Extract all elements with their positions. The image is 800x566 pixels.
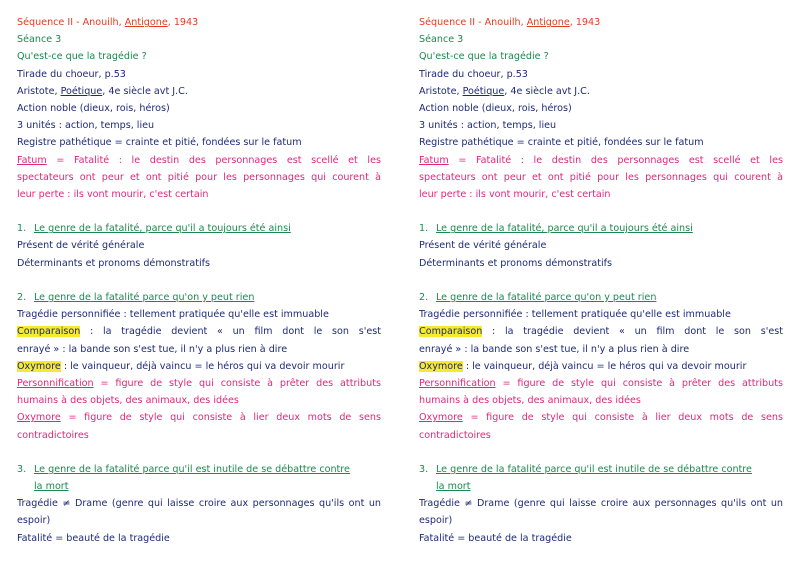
oxymore-line: Oxymore : le vainqueur, déjà vaincu = le héros qui va devoir mourir	[17, 360, 345, 372]
seance-line: Séance 3	[419, 34, 464, 46]
part2-heading: 2. Le genre de la fatalité parce qu'on y peut rien	[419, 292, 657, 303]
action-line: Action noble (dieux, rois, héros)	[17, 102, 170, 114]
part3-line-2: Fatalité = beauté de la tragédie	[419, 532, 572, 544]
poetique-title: Poétique	[60, 85, 103, 97]
part1-line-1: Présent de vérité générale	[17, 240, 145, 252]
fatum-definition-line-1: Fatum = Fatalité : le destin des personnages est scellé et les	[419, 154, 783, 166]
question-line: Qu'est-ce que la tragédie ?	[419, 51, 549, 63]
left-column	[17, 14, 381, 547]
sequence-line	[17, 14, 381, 31]
unites-line: 3 unités : action, temps, lieu	[419, 120, 557, 132]
oxymore-definition-line-2: contradictoires	[17, 429, 89, 441]
sequence-line	[419, 14, 783, 31]
part3-heading-continued: la mort	[436, 481, 471, 493]
part3-heading: 3. Le genre de la fatalité parce qu'il est inutile de se débattre contre	[17, 463, 350, 475]
aristote-line: Aristote, Poétique, 4e siècle avt J.C.	[17, 85, 188, 97]
fatum-definition-line-1: Fatum = Fatalité : le destin des personnages est scellé et les	[17, 154, 381, 166]
oxymore-definition-line-1: Oxymore = figure de style qui consiste à lier deux mots de sens	[17, 412, 381, 424]
registre-line: Registre pathétique = crainte et pitié, fondées sur le fatum	[17, 137, 302, 149]
fatum-term: Fatum	[419, 154, 449, 166]
part3-heading-continued: la mort	[34, 481, 69, 493]
fatum-definition-line-3: leur perte : ils vont mourir, c'est certain	[17, 188, 209, 200]
part3-line-1-continued: espoir)	[17, 515, 51, 527]
tirade-line: Tirade du choeur, p.53	[17, 68, 126, 80]
personnification-definition-line-2: humains à des objets, des animaux, des idées	[17, 395, 239, 407]
seance-line: Séance 3	[17, 34, 62, 46]
poetique-title: Poétique	[462, 85, 505, 97]
oxymore-highlight: Oxymore	[17, 360, 61, 372]
comparaison-highlight: Comparaison	[17, 326, 81, 338]
part3-heading: 3. Le genre de la fatalité parce qu'il est inutile de se débattre contre	[419, 463, 752, 475]
work-title: Antigone	[124, 17, 168, 28]
comparaison-highlight: Comparaison	[419, 326, 483, 338]
part1-line-2: Déterminants et pronoms démonstratifs	[17, 257, 211, 269]
personnification-definition-line-1: Personnification = figure de style qui consiste à prêter des attributs	[419, 377, 783, 389]
oxymore-highlight: Oxymore	[419, 360, 463, 372]
work-title: Antigone	[526, 17, 570, 28]
registre-line: Registre pathétique = crainte et pitié, fondées sur le fatum	[419, 137, 704, 149]
oxymore-definition-line-2: contradictoires	[419, 429, 491, 441]
part2-line-1: Tragédie personnifiée : tellement pratiquée qu'elle est immuable	[419, 309, 731, 321]
sequence-year: , 1943	[569, 17, 601, 28]
fatum-definition-line-2: spectateurs ont peur et ont pitié pour les personnages qui courent à	[17, 171, 381, 183]
sequence-label: Séquence II - Anouilh,	[17, 17, 125, 28]
question-line: Qu'est-ce que la tragédie ?	[17, 51, 147, 63]
oxymore-definition-line-1: Oxymore = figure de style qui consiste à lier deux mots de sens	[419, 412, 783, 424]
part2-line-1: Tragédie personnifiée : tellement pratiquée qu'elle est immuable	[17, 309, 329, 321]
sequence-year: , 1943	[167, 17, 199, 28]
action-line: Action noble (dieux, rois, héros)	[419, 102, 572, 114]
part2-heading: 2. Le genre de la fatalité parce qu'on y peut rien	[17, 292, 255, 303]
oxymore-line: Oxymore : le vainqueur, déjà vaincu = le héros qui va devoir mourir	[419, 360, 747, 372]
personnification-definition-line-2: humains à des objets, des animaux, des idées	[419, 395, 641, 407]
comparaison-line-2: enrayé » : la bande son s'est tue, il n'y a plus rien à dire	[419, 343, 690, 355]
personnification-definition-line-1: Personnification = figure de style qui consiste à prêter des attributs	[17, 377, 381, 389]
part3-line-1-continued: espoir)	[419, 515, 453, 527]
part3-line-2: Fatalité = beauté de la tragédie	[17, 532, 170, 544]
fatum-definition-line-2: spectateurs ont peur et ont pitié pour les personnages qui courent à	[419, 171, 783, 183]
aristote-line: Aristote, Poétique, 4e siècle avt J.C.	[419, 85, 590, 97]
part3-line-1: Tragédie ≠ Drame (genre qui laisse croire aux personnages qu'ils ont un	[17, 498, 381, 510]
unites-line: 3 unités : action, temps, lieu	[17, 120, 155, 132]
comparaison-line-1: Comparaison : la tragédie devient « un film dont le son s'est	[17, 326, 381, 338]
comparaison-line-1: Comparaison : la tragédie devient « un film dont le son s'est	[419, 326, 783, 338]
fatum-definition-line-3: leur perte : ils vont mourir, c'est certain	[419, 188, 611, 200]
part1-line-2: Déterminants et pronoms démonstratifs	[419, 257, 613, 269]
part1-heading: 1. Le genre de la fatalité, parce qu'il a toujours été ainsi	[419, 223, 693, 235]
comparaison-line-2: enrayé » : la bande son s'est tue, il n'y a plus rien à dire	[17, 343, 288, 355]
fatum-term: Fatum	[17, 154, 47, 166]
part1-line-1: Présent de vérité générale	[419, 240, 547, 252]
part1-heading: 1. Le genre de la fatalité, parce qu'il a toujours été ainsi	[17, 223, 291, 235]
right-column	[419, 14, 783, 547]
sequence-label: Séquence II - Anouilh,	[419, 17, 527, 28]
part3-line-1: Tragédie ≠ Drame (genre qui laisse croire aux personnages qu'ils ont un	[419, 498, 783, 510]
tirade-line: Tirade du choeur, p.53	[419, 68, 528, 80]
